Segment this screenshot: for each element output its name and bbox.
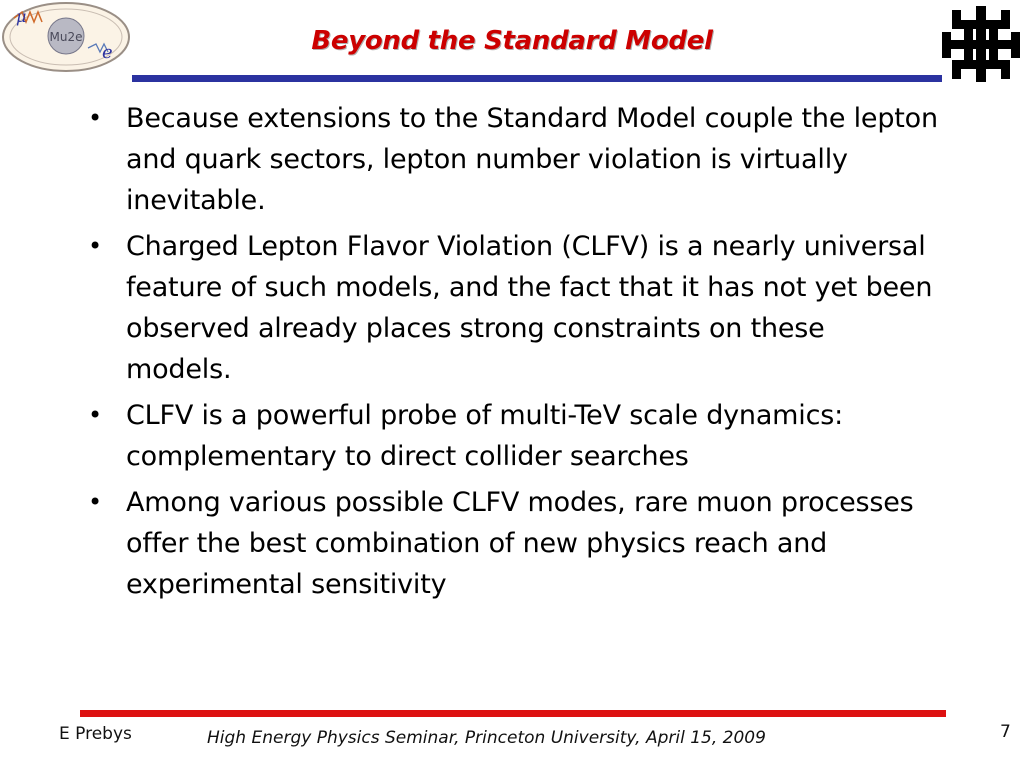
bullet-icon: • bbox=[88, 401, 102, 429]
mu2e-logo-text: Mu2e bbox=[49, 30, 83, 44]
footer-author: E Prebys bbox=[59, 724, 132, 744]
bullet-icon: • bbox=[88, 488, 102, 516]
e-symbol: e bbox=[102, 42, 113, 63]
bullet-icon: • bbox=[88, 104, 102, 132]
bullet-icon: • bbox=[88, 232, 102, 260]
bullet-item bbox=[88, 226, 938, 390]
footer-event: High Energy Physics Seminar, Princeton University, April 15, 2009 bbox=[207, 728, 766, 748]
footer-divider bbox=[80, 710, 946, 717]
bullet-text: Among various possible CLFV modes, rare muon processes offer the best combination of new physics reach and experimental sensitivity bbox=[126, 487, 914, 600]
mu-symbol: μ bbox=[16, 7, 27, 26]
page-number: 7 bbox=[1000, 722, 1011, 742]
slide-title: Beyond the Standard Model bbox=[311, 26, 713, 56]
bullet-item bbox=[88, 98, 938, 221]
bullet-text: CLFV is a powerful probe of multi-TeV scale dynamics: complementary to direct collider searches bbox=[126, 400, 843, 472]
title-divider bbox=[132, 75, 942, 82]
bullet-text: Because extensions to the Standard Model couple the lepton and quark sectors, lepton number violation is virtually inevitable. bbox=[126, 103, 938, 216]
bullet-text: Charged Lepton Flavor Violation (CLFV) is a nearly universal feature of such models, and the fact that it has not yet been observed already places strong constraints on these models. bbox=[126, 231, 933, 385]
bullet-item bbox=[88, 395, 938, 477]
bullet-list bbox=[88, 98, 938, 610]
bullet-item bbox=[88, 482, 938, 605]
